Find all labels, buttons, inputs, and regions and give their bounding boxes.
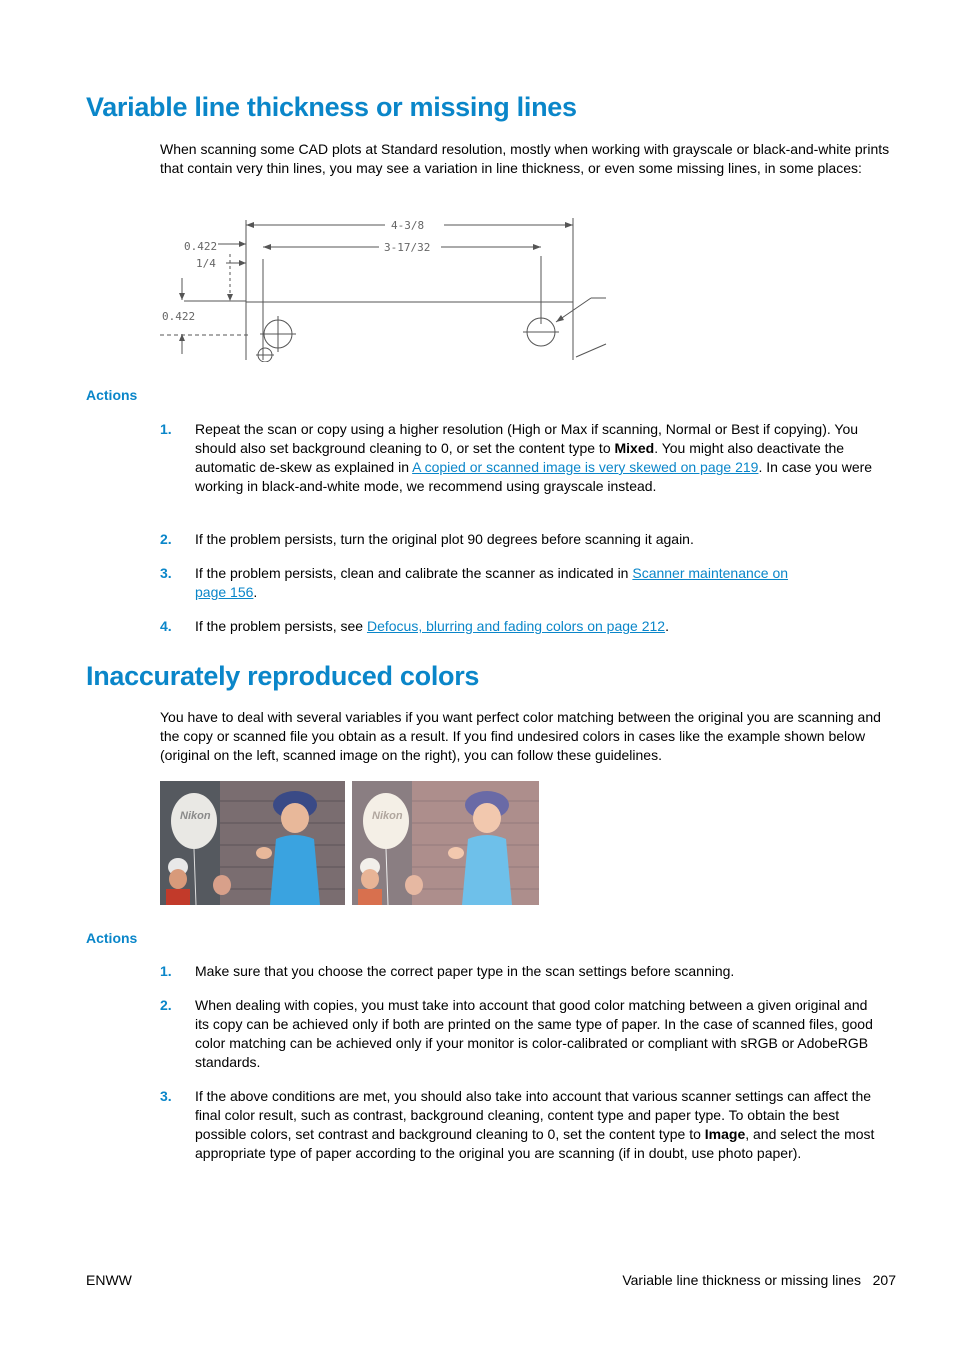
section2-intro: You have to deal with several variables if you want perfect color matching between the original you are scanning and the copy or scanned file you obtain as a result. If you find undesired colors in cases like the example shown below (original on the left, scanned image on the right), you can follow these guidelines. [160,709,881,763]
step-text: If the above conditions are met, you should also take into account that various scanner settings can affect the final color result, such as contrast, background cleaning, content type and paper type. To obtain the best possible colors, set contrast and background cleaning to 0, set the content type to Image, and select the most appropriate type of paper according to the original you are scanning (if in doubt, use photo paper). [195,1088,875,1161]
step-number: 1. [160,963,172,979]
link-defocus-blurring[interactable]: Defocus, blurring and fading colors on page 212 [366,618,666,634]
scanned-photo [352,781,539,905]
dim-label-left-c: 0.422 [162,310,196,323]
step-number: 2. [160,531,172,547]
page-number: 207 [872,1272,896,1288]
step-text: When dealing with copies, you must take into account that good color matching between a given original and its copy can be achieved only if both are printed on the same type of paper. In the case of scanned files, good color matching can be achieved only if your monitor is color-calibrated or compliant with sRGB or AdobeRGB standards. [195,997,873,1070]
section1-intro: When scanning some CAD plots at Standard resolution, mostly when working with grayscale or black-and-white prints that contain very thin lines, you may see a variation in line thickness, or even some missing lines, in some places: [160,141,890,176]
step-text: Make sure that you choose the correct paper type in the scan settings before scanning. [195,963,735,979]
dim-label-left-b: 1/4 [196,257,216,270]
dim-label-left-a: 0.422 [184,240,218,253]
section-title-line-thickness: Variable line thickness or missing lines [86,92,577,122]
balloon-text: Nikon [372,810,403,822]
dim-label-second: 3-17/32 [384,241,431,254]
step-number: 1. [160,421,172,437]
step-number: 3. [160,565,172,581]
footer-title: Variable line thickness or missing lines [622,1272,861,1288]
step-number: 2. [160,997,172,1013]
link-scanner-maintenance[interactable]: Scanner maintenance on page 156 [195,565,789,600]
section-title-colors: Inaccurately reproduced colors [86,661,480,691]
original-photo [160,781,345,905]
footer-right [622,1272,896,1288]
link-skewed-image[interactable]: A copied or scanned image is very skewed on page 219 [412,459,759,475]
dim-label-top: 4-3/8 [391,219,425,232]
step-number: 4. [160,618,172,634]
step-text: If the problem persists, turn the original plot 90 degrees before scanning it again. [195,531,694,547]
step-number: 3. [160,1088,172,1104]
footer-left: ENWW [86,1272,132,1288]
actions-heading-1: Actions [86,387,138,403]
step-text: If the problem persists, see Defocus, blurring and fading colors on page 212. [195,618,669,634]
step-text: If the problem persists, clean and calibrate the scanner as indicated in Scanner maintenance on page 156. [195,565,789,600]
actions-heading-2: Actions [86,930,138,946]
balloon-text: Nikon [180,810,211,822]
cad-drawing-figure [160,214,610,362]
step-text: Repeat the scan or copy using a higher resolution (High or Max if scanning, Normal or Best if copying). You should also set background cleaning to 0, or set the content type to Mixed. You might also deactivate the automatic de-skew as explained in A copied or scanned image is very skewed on page 219. In case you were working in black-and-white mode, we recommend using grayscale instead. [195,421,873,494]
